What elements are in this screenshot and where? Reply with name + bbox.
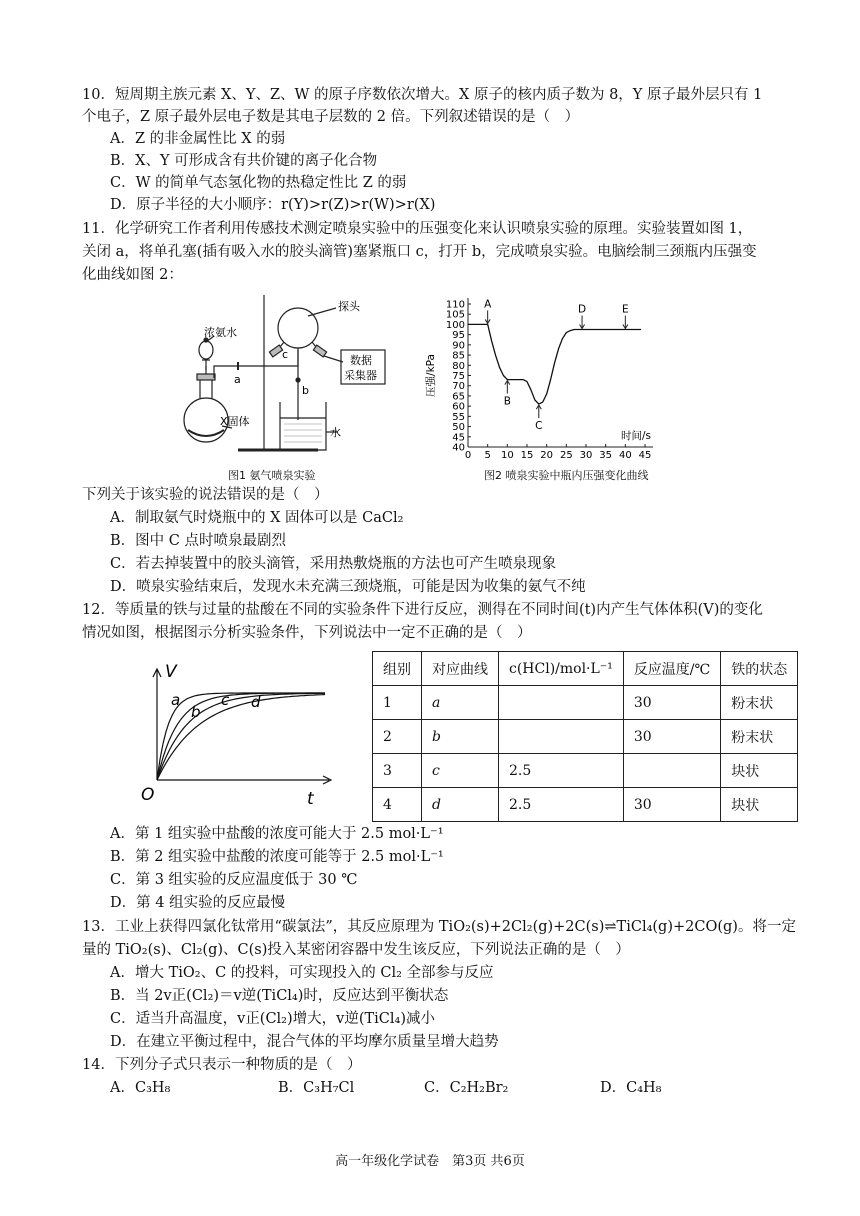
table-cell: 块状: [721, 788, 798, 822]
volume-time-chart: [135, 655, 345, 815]
x-axis-label: 时间/s: [620, 430, 651, 442]
origin-label: O: [141, 785, 155, 805]
pressure-series-line: [468, 324, 641, 404]
annotation-label: D: [578, 303, 587, 316]
curve-d: [157, 695, 325, 781]
y-axis-label: 压强/kPa: [425, 354, 437, 397]
label-water: 水: [330, 426, 341, 439]
table-cell: c: [422, 754, 499, 788]
q12-option-d: D．第 4 组实验的反应最慢: [110, 895, 286, 911]
q10-option-c: C．W 的简单气态氢化物的热稳定性比 Z 的弱: [110, 175, 407, 191]
table-cell: a: [422, 686, 499, 720]
y-tick-label: 60: [452, 401, 465, 413]
x-tick-label: 10: [500, 450, 514, 461]
x-tick-label: 5: [484, 450, 491, 461]
q10-option-b: B．X、Y 可形成含有共价键的离子化合物: [110, 153, 378, 169]
q11-option-d: D．喷泉实验结束后，发现水未充满三颈烧瓶，可能是因为收集的氨气不纯: [110, 579, 586, 595]
q11-stem-line3: 化曲线如图 2：: [82, 267, 183, 283]
curve-label-b: b: [191, 703, 201, 721]
q10-stem-line1: 10．短周期主族元素 X、Y、Z、W 的原子序数依次增大。X 原子的核内质子数为 8，Y 原子最外层只有 1: [82, 87, 763, 103]
table-header-row: [373, 652, 798, 686]
q12-stem-line1: 12．等质量的铁与过量的盐酸在不同的实验条件下进行反应，测得在不同时间(t)内产生气体体积(V)的变化: [82, 602, 763, 618]
label-datalogger-1: 数据: [350, 354, 372, 367]
x-tick-label: 25: [559, 450, 573, 461]
q12-stem-line2: 情况如图，根据图示分析实验条件，下列说法中一定不正确的是（ ）: [82, 625, 532, 641]
y-tick-label: 85: [452, 350, 465, 362]
label-a: a: [234, 373, 241, 386]
table-cell: 2: [373, 720, 422, 754]
q12-option-a: A．第 1 组实验中盐酸的浓度可能大于 2.5 mol·L⁻¹: [110, 826, 444, 842]
x-tick-label: 30: [579, 450, 593, 461]
table-row: [373, 686, 798, 720]
q11-option-a: A．制取氨气时烧瓶中的 X 固体可以是 CaCl₂: [110, 510, 404, 526]
q14-option-c: C．C₂H₂Br₂: [424, 1080, 509, 1096]
q10-option-a: A．Z 的非金属性比 X 的弱: [110, 131, 286, 147]
q11-stem-line1: 11．化学研究工作者利用传感技术测定喷泉实验中的压强变化来认识喷泉实验的原理。实验装置如图 1，: [82, 221, 753, 237]
x-tick-label: 15: [520, 450, 534, 461]
q13-stem-line1: 13．工业上获得四氯化钛常用“碳氯法”，其反应原理为 TiO₂(s)+2Cl₂(g)+2C(s)⇌TiCl₄(g)+2CO(g)。将一定: [82, 919, 796, 935]
q12-conditions-table: [372, 651, 798, 822]
table-row: [373, 754, 798, 788]
table-cell: 粉末状: [721, 686, 798, 720]
q10-stem-line2: 个电子，Z 原子最外层电子数是其电子层数的 2 倍。下列叙述错误的是（ ）: [82, 109, 580, 125]
pressure-curve-chart: [420, 290, 680, 465]
x-tick-label: 45: [638, 450, 652, 461]
y-tick-label: 110: [445, 299, 465, 311]
q11-stem-line2: 关闭 a，将单孔塞(插有吸入水的胶头滴管)塞紧瓶口 c，打开 b，完成喷泉实验。电脑绘制三颈瓶内压强变: [82, 244, 757, 260]
y-axis-label: V: [165, 662, 177, 682]
table-header: 反应温度/℃: [623, 652, 720, 686]
annotation-label: C: [535, 420, 543, 433]
q13-option-b: B．当 2v正(Cl₂)＝v逆(TiCl₄)时，反应达到平衡状态: [110, 988, 449, 1004]
y-tick-label: 95: [452, 330, 465, 342]
q13-option-c: C．适当升高温度，v正(Cl₂)增大，v逆(TiCl₄)减小: [110, 1011, 436, 1027]
q11-option-b: B．图中 C 点时喷泉最剧烈: [110, 533, 286, 549]
table-cell: [623, 754, 720, 788]
label-b: b: [302, 384, 309, 397]
label-datalogger-2: 采集器: [344, 369, 377, 382]
y-tick-label: 100: [445, 319, 465, 331]
table-cell: d: [422, 788, 499, 822]
curve-c: [157, 693, 325, 780]
table-cell: 4: [373, 788, 422, 822]
curve-label-c: c: [221, 691, 230, 709]
q14-option-b: B．C₃H₇Cl: [278, 1080, 355, 1096]
q14-option-d: D．C₄H₈: [600, 1080, 662, 1096]
table-cell: 粉末状: [721, 720, 798, 754]
x-tick-label: 20: [540, 450, 554, 461]
y-tick-label: 80: [452, 360, 465, 372]
table-cell: [499, 720, 624, 754]
curve-label-a: a: [171, 691, 181, 709]
x-axis-label: t: [307, 789, 314, 809]
page-footer: 高一年级化学试卷 第3页 共6页: [335, 1154, 525, 1169]
q13-stem-line2: 量的 TiO₂(s)、Cl₂(g)、C(s)投入某密闭容器中发生该反应，下列说法正确的是（ ）: [82, 942, 630, 958]
q11-stem: 下列关于该实验的说法错误的是（ ）: [82, 487, 329, 503]
table-cell: 3: [373, 754, 422, 788]
table-cell: 30: [623, 686, 720, 720]
table-cell: 30: [623, 720, 720, 754]
q14-option-a: A．C₃H₈: [110, 1080, 171, 1096]
y-tick-label: 90: [452, 340, 465, 352]
y-tick-label: 105: [445, 309, 465, 321]
y-tick-label: 45: [452, 432, 465, 444]
y-tick-label: 50: [452, 422, 465, 434]
y-tick-label: 65: [452, 391, 465, 403]
table-cell: [499, 686, 624, 720]
table-header: 铁的状态: [721, 652, 798, 686]
table-header: c(HCl)/mol·L⁻¹: [499, 652, 624, 686]
y-tick-label: 75: [452, 371, 465, 382]
table-cell: 30: [623, 788, 720, 822]
x-tick-label: 35: [599, 450, 613, 461]
label-c: c: [282, 348, 289, 361]
label-ammonia: 浓氨水: [204, 326, 237, 339]
table-cell: 2.5: [499, 754, 624, 788]
curve-label-d: d: [251, 693, 261, 711]
annotation-label: E: [622, 303, 629, 316]
table-cell: 1: [373, 686, 422, 720]
x-tick-label: 0: [464, 450, 472, 461]
fig1-caption: 图1 氨气喷泉实验: [228, 469, 316, 482]
annotation-label: A: [484, 298, 492, 311]
y-tick-label: 40: [452, 442, 465, 454]
label-solid: X固体: [220, 415, 250, 428]
table-cell: 块状: [721, 754, 798, 788]
curve-a: [157, 693, 325, 780]
table-cell: b: [422, 720, 499, 754]
table-header: 对应曲线: [422, 652, 499, 686]
fig2-caption: 图2 喷泉实验中瓶内压强变化曲线: [484, 469, 649, 482]
q14-stem: 14．下列分子式只表示一种物质的是（ ）: [82, 1057, 362, 1073]
table-cell: 2.5: [499, 788, 624, 822]
y-tick-label: 55: [452, 411, 465, 423]
y-tick-label: 70: [452, 381, 465, 393]
q10-option-d: D．原子半径的大小顺序：r(Y)>r(Z)>r(W)>r(X): [110, 197, 436, 213]
q12-option-b: B．第 2 组实验中盐酸的浓度可能等于 2.5 mol·L⁻¹: [110, 849, 444, 865]
label-probe: 探头: [338, 300, 360, 313]
table-row: [373, 788, 798, 822]
x-tick-label: 40: [618, 450, 632, 461]
table-header: 组别: [373, 652, 422, 686]
q13-option-a: A．增大 TiO₂、C 的投料，可实现投入的 Cl₂ 全部参与反应: [110, 965, 494, 981]
curve-b: [157, 693, 325, 780]
fountain-apparatus-figure: [178, 290, 388, 460]
table-row: [373, 720, 798, 754]
annotation-label: B: [503, 395, 511, 408]
q12-option-c: C．第 3 组实验的反应温度低于 30 ℃: [110, 872, 358, 888]
q13-option-d: D．在建立平衡过程中，混合气体的平均摩尔质量呈增大趋势: [110, 1034, 499, 1050]
q11-option-c: C．若去掉装置中的胶头滴管，采用热敷烧瓶的方法也可产生喷泉现象: [110, 556, 557, 572]
